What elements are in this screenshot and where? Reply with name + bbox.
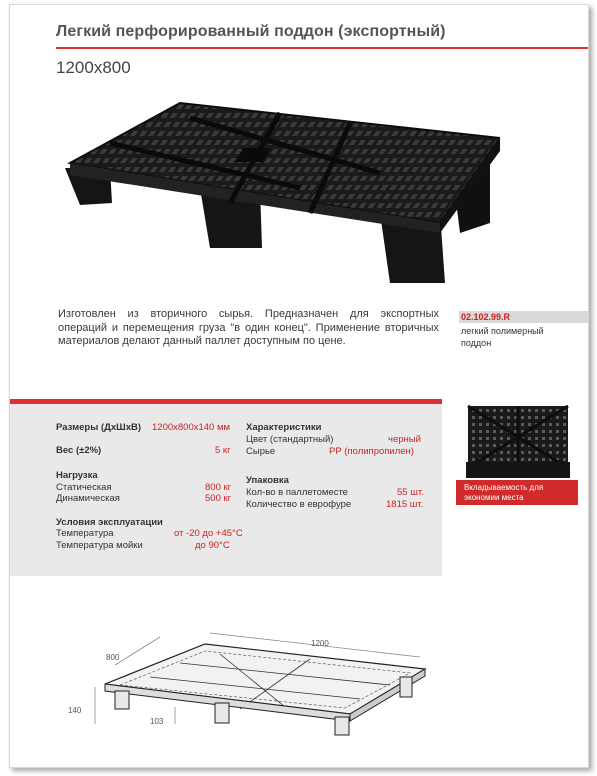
- load-heading: Нагрузка: [56, 470, 98, 481]
- temperature-label: Температура: [56, 528, 114, 539]
- pallet-hero-image: [50, 93, 500, 293]
- truck-qty-label: Количество в еврофуре: [246, 499, 352, 510]
- dim-width-label: 800: [106, 653, 120, 662]
- temperature-value: от -20 до +45°С: [174, 528, 243, 539]
- thumbnail-caption: Вкладываемость для экономии места: [464, 483, 544, 502]
- page-title: Легкий перфорированный поддон (экспортный): [56, 23, 446, 40]
- characteristics-heading: Характеристики: [246, 422, 322, 433]
- material-label: Сырье: [246, 446, 276, 457]
- product-code: 02.102.99.R: [461, 312, 511, 322]
- static-load-label: Статическая: [56, 482, 112, 493]
- product-type: легкий полимерный поддон: [461, 326, 544, 348]
- material-value: РР (полипропилен): [329, 446, 414, 457]
- dim-height-label: 140: [68, 706, 82, 715]
- catalog-page: [9, 4, 589, 768]
- color-value: черный: [388, 434, 421, 445]
- packing-heading: Упаковка: [246, 475, 289, 486]
- specs-panel-accent: [10, 399, 442, 404]
- color-label: Цвет (стандартный): [246, 434, 334, 445]
- title-underline: [56, 47, 588, 49]
- dynamic-load-label: Динамическая: [56, 493, 120, 504]
- wash-temperature-value: до 90°С: [195, 540, 230, 551]
- dimensions-label: Размеры (ДхШхВ): [56, 422, 142, 433]
- dynamic-load-value: 500 кг: [205, 493, 232, 504]
- dim-clearance-label: 103: [150, 717, 164, 726]
- truck-qty-value: 1815 шт.: [386, 499, 424, 510]
- static-load-value: 800 кг: [205, 482, 232, 493]
- pallet-dimension-drawing: [60, 629, 440, 739]
- weight-label: Вес (±2%): [56, 445, 102, 456]
- page-subtitle: 1200x800: [56, 58, 131, 77]
- wash-temperature-label: Температура мойки: [56, 540, 143, 551]
- dimensions-value: 1200x800x140 мм: [152, 422, 231, 433]
- product-description: Изготовлен из вторичного сырья. Предназначен для экспортных операций и перемещения груза "в один конец". Применение вторичных материалов делают данный паллет доступным по цене.: [58, 308, 439, 347]
- pallet-qty-label: Кол-во в паллетоместе: [246, 487, 348, 498]
- weight-value: 5 кг: [215, 445, 231, 456]
- conditions-heading: Условия эксплуатации: [56, 517, 163, 528]
- pallet-qty-value: 55 шт.: [397, 487, 424, 498]
- dim-length-label: 1200: [311, 639, 329, 648]
